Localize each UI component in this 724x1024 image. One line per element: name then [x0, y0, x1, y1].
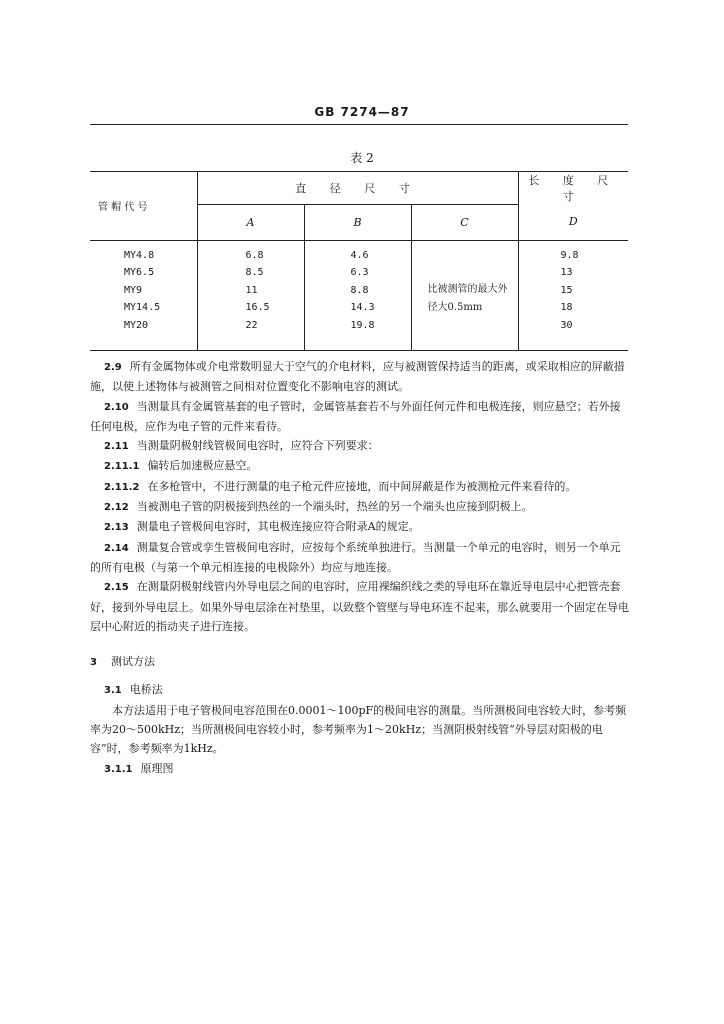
c-column: [411, 240, 518, 350]
clause-text: 在测量阴极射线管内外导电层之间的电容时，应用裸编织线之类的导电环在靠近导电层中心把管壳套好，接到外导电层上。如果外导电层涂在衬垫里，以致整个管壁与导电环连不起来，那么就要用一个固定在导电层中心附近的指动夹子进行连接。: [90, 580, 629, 633]
paragraph-3-1: 本方法适用于电子管极间电容范围在0.0001～100pF的极间电容的测量。当所测极间电容较大时，参考频率为20～500kHz；当所测极间电容较小时，参考频率为1～20kHz；当测阴极射线管“外导层对阳极的电容”时，参考频率为1kHz。: [90, 703, 627, 756]
c-note-line: 径大0.5mm: [427, 302, 483, 313]
section-title: 原理图: [140, 761, 174, 775]
table-2: [90, 171, 628, 351]
a-column: [197, 240, 304, 350]
section-number: 3.1: [104, 685, 122, 697]
code-cell: MY9: [124, 284, 143, 296]
code-column: [90, 240, 197, 350]
clause-2-9: [90, 357, 630, 397]
clause-2-13: [90, 517, 630, 537]
length-header: 长 度 尺 寸: [518, 172, 628, 205]
col-c-header: C: [411, 204, 518, 240]
clause-text: 当测量具有金属管基套的电子管时，金属管基套若不与外面任何元件和电极连接，则应悬空；若外接任何电极，应作为电子管的元件来看待。: [90, 399, 621, 433]
clause-text: 当被测电子管的阴极接到热丝的一个端头时，热丝的另一个端头也应接到阴极上。: [136, 500, 533, 514]
a-cell: 8.5: [245, 267, 264, 278]
clause-2-15: [90, 577, 630, 636]
clause-number: 2.14: [104, 542, 129, 554]
clause-number: 2.12: [104, 502, 129, 514]
section-number: 3.1.1: [104, 763, 133, 775]
code-cell: MY6.5: [124, 267, 155, 278]
b-column: [304, 240, 411, 350]
d-cell: 15: [560, 284, 573, 296]
b-cell: 8.8: [350, 284, 369, 296]
clause-2-12: [90, 497, 630, 517]
clause-number: 2.10: [104, 401, 129, 413]
d-cell: 18: [560, 302, 573, 313]
clause-number: 2.9: [104, 362, 122, 373]
section-title: 电桥法: [129, 683, 163, 697]
code-cell: MY20: [124, 319, 149, 331]
clause-number: 2.11.2: [104, 481, 140, 493]
page-header: GB 7274—87: [314, 105, 410, 119]
col-b-header: B: [304, 204, 411, 240]
clause-2-14: [90, 538, 630, 578]
clause-number: 2.11: [104, 441, 129, 453]
a-cell: 6.8: [245, 249, 264, 261]
clause-text: 当测量阴极射线管极间电容时，应符合下列要求：: [136, 439, 379, 453]
clause-number: 2.13: [104, 522, 129, 534]
section-3-1-1-heading: [90, 759, 630, 779]
clause-text: 测量复合管或孪生管极间电容时，应按每个系统单独进行。当测量一个单元的电容时，则另一个单元的所有电极（与第一个单元相连接的电极除外）均应与地连接。: [90, 540, 621, 574]
b-cell: 19.8: [350, 319, 375, 331]
section-title: 测试方法: [110, 655, 155, 669]
a-cell: 16.5: [245, 302, 270, 313]
clause-text: 在多枪管中，不进行测量的电子枪元件应接地，而中间屏蔽是作为被测枪元件来看待的。: [147, 479, 577, 493]
clause-text: 偏转后加速极应悬空。: [147, 459, 258, 473]
clause-number: 2.15: [104, 582, 129, 594]
code-cell: MY14.5: [124, 302, 161, 313]
col-a-header: A: [197, 204, 304, 240]
code-cell: MY4.8: [124, 249, 155, 261]
c-note-line: 比被测管的最大外: [427, 284, 508, 295]
clause-2-11-1: [90, 456, 630, 476]
a-cell: 22: [245, 319, 258, 331]
col-d-header: D: [518, 204, 628, 240]
section-3-heading: [90, 652, 630, 672]
d-column: [518, 240, 628, 350]
clause-text: 所有金属物体或介电常数明显大于空气的介电材料，应与被测管保持适当的距离，或采取相应的屏蔽措施，以使上述物体与被测管之间相对位置变化不影响电容的测试。: [90, 360, 625, 394]
clause-2-11-2: [90, 477, 630, 497]
table-caption: 表 2: [350, 151, 374, 165]
b-cell: 14.3: [350, 302, 375, 313]
d-cell: 9.8: [560, 249, 579, 261]
d-cell: 30: [560, 319, 573, 331]
b-cell: 6.3: [350, 267, 369, 278]
diameter-header: 直 径 尺 寸: [197, 172, 518, 205]
body-text: [90, 357, 630, 779]
clause-2-11: [90, 436, 630, 456]
code-header: 管 帽 代 号: [90, 172, 197, 241]
clause-text: 测量电子管极间电容时，其电极连接应符合附录A的规定。: [136, 520, 420, 534]
header-rule: [90, 124, 628, 125]
clause-number: 2.11.1: [104, 461, 140, 473]
clause-2-10: [90, 397, 630, 437]
section-3-1-heading: [90, 680, 630, 700]
a-cell: 11: [245, 284, 258, 296]
d-cell: 13: [560, 267, 573, 278]
b-cell: 4.6: [350, 249, 369, 261]
section-number: 3: [90, 657, 97, 669]
